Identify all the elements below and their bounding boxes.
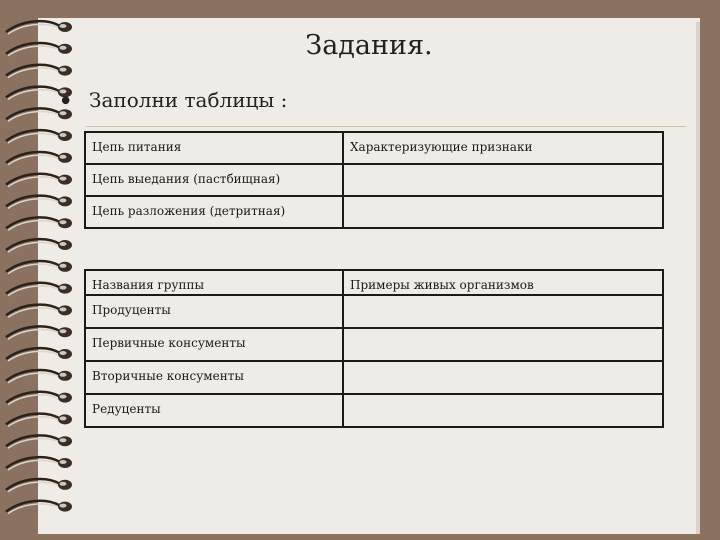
table-cell-empty[interactable] <box>343 196 663 228</box>
binding-ring-icon <box>6 435 72 448</box>
bullet-icon: • <box>58 87 74 117</box>
binding-ring-icon <box>6 326 72 339</box>
binding-ring-icon <box>6 305 72 318</box>
table-header-cell: Названия группы <box>85 270 343 295</box>
table-cell: Цепь разложения (детритная) <box>85 196 343 228</box>
table-cell-empty[interactable] <box>343 295 663 328</box>
instruction-text: Заполни таблицы : <box>89 88 288 112</box>
page-shadow <box>696 22 700 534</box>
table-cell-empty[interactable] <box>343 394 663 427</box>
binding-ring-icon <box>6 196 72 209</box>
table-row <box>85 196 663 228</box>
binding-ring-icon <box>6 392 72 405</box>
table-cell-empty[interactable] <box>343 164 663 196</box>
table-cell: Редуценты <box>85 394 343 427</box>
binding-ring-icon <box>6 239 72 252</box>
binding-ring-icon <box>6 479 72 492</box>
binding-ring-icon <box>6 414 72 427</box>
table-header-row <box>85 132 663 164</box>
table-cell: Продуценты <box>85 295 343 328</box>
binding-ring-icon <box>6 283 72 296</box>
table-cell-empty[interactable] <box>343 361 663 394</box>
table-header-cell: Характеризующие признаки <box>343 132 663 164</box>
binding-ring-icon <box>6 174 72 187</box>
table-header-cell: Примеры живых организмов <box>343 270 663 295</box>
binding-ring-icon <box>6 217 72 230</box>
table-row <box>85 295 663 328</box>
table-cell-empty[interactable] <box>343 328 663 361</box>
binding-ring-icon <box>6 261 72 274</box>
organism-groups-table <box>84 269 664 428</box>
binding-ring-icon <box>6 457 72 470</box>
table-row <box>85 361 663 394</box>
divider-line <box>86 126 686 127</box>
spiral-binding-icon <box>0 0 80 540</box>
binding-ring-icon <box>6 501 72 514</box>
table-row <box>85 394 663 427</box>
binding-ring-icon <box>6 370 72 383</box>
table-cell: Цепь выедания (пастбищная) <box>85 164 343 196</box>
binding-ring-icon <box>6 130 72 143</box>
food-chain-table <box>84 131 664 229</box>
table-cell: Вторичные консументы <box>85 361 343 394</box>
table-cell: Первичные консументы <box>85 328 343 361</box>
table-row <box>85 164 663 196</box>
table-row <box>85 328 663 361</box>
binding-ring-icon <box>6 348 72 361</box>
table-header-cell: Цепь питания <box>85 132 343 164</box>
binding-ring-icon <box>6 152 72 165</box>
binding-ring-icon <box>6 65 72 78</box>
slide-title: Задания. <box>305 30 433 61</box>
table-header-row <box>85 270 663 295</box>
